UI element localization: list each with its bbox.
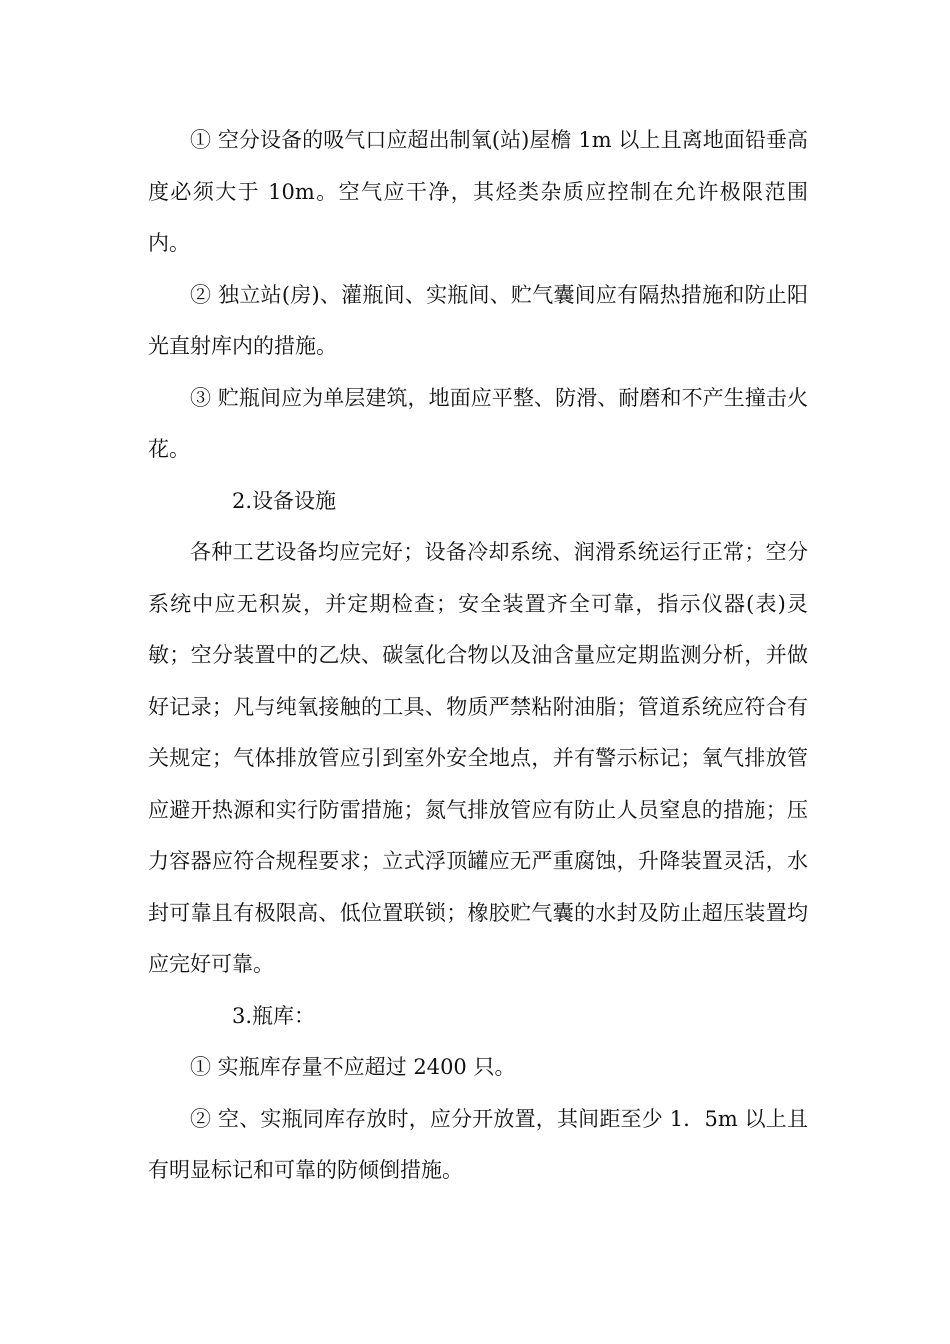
paragraph-separation-rules: ② 空、实瓶同库存放时，应分开放置，其间距至少 1．5m 以上且有明显标记和可靠的防倾倒措施。: [148, 1106, 808, 1182]
section-heading-cylinder-store: 3.瓶库：: [232, 1003, 316, 1028]
document-body: [148, 115, 808, 1197]
paragraph-storage-limit: ① 实瓶库存量不应超过 2400 只。: [190, 1055, 516, 1079]
section-heading-equipment: 2.设备设施: [232, 488, 337, 513]
paragraph-storage-building: ③ 贮瓶间应为单层建筑，地面应平整、防滑、耐磨和不产生撞击火花。: [148, 385, 808, 461]
paragraph-insulation-measures: ② 独立站(房)、灌瓶间、实瓶间、贮气囊间应有隔热措施和防止阳光直射库内的措施。: [148, 282, 808, 358]
paragraph-equipment-requirements: 各种工艺设备均应完好；设备冷却系统、润滑系统运行正常；空分系统中应无积炭，并定期检查；安全装置齐全可靠，指示仪器(表)灵敏；空分装置中的乙炔、碳氢化合物以及油含量应定期监测分析，并做好记录；凡与纯氧接触的工具、物质严禁粘附油脂；管道系统应符合有关规定；气体排放管应引到室外安全地点，并有警示标记；氧气排放管应避开热源和实行防雷措施；氮气排放管应有防止人员窒息的措施；压力容器应符合规程要求；立式浮顶罐应无严重腐蚀，升降装置灵活，水封可靠且有极限高、低位置联锁；橡胶贮气囊的水封及防止超压装置均应完好可靠。: [148, 540, 808, 976]
paragraph-intake-requirements: ① 空分设备的吸气口应超出制氧(站)屋檐 1m 以上且离地面铅垂高度必须大于 10m。空气应干净，其烃类杂质应控制在允许极限范围内。: [148, 128, 808, 255]
